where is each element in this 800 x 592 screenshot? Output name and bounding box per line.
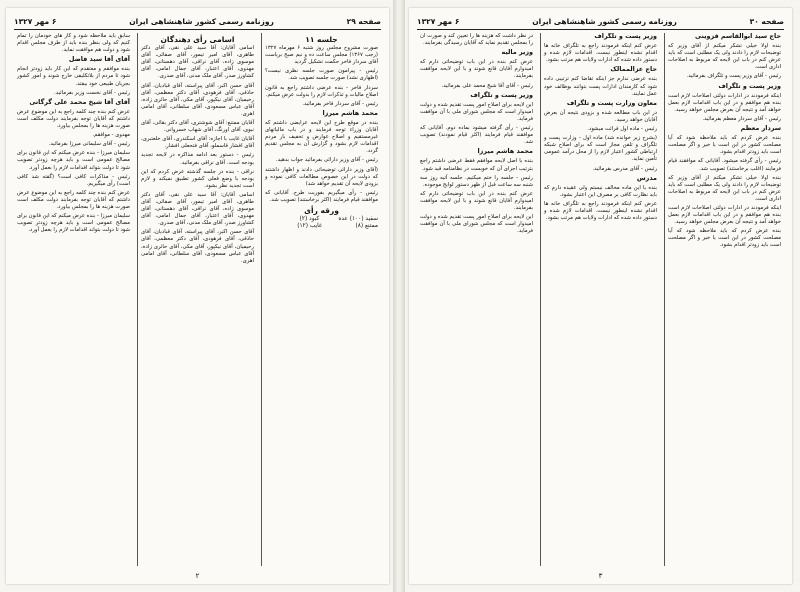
right-page-number-header: صفحه ۳۰ — [749, 16, 784, 26]
book-gutter — [393, 0, 405, 592]
right-page-date: ۶ مهر ۱۳۲۷ — [417, 16, 460, 26]
right-page-column-2 — [540, 33, 660, 566]
paragraph: (بشرح زیر خوانده شد) ماده اول - وزارت پست و تلگراف و تلفن مجاز است که برای اصلاح شبکه ارتباطی کشور اعتبار لازم را از محل درآمد عمومی تأمین نماید. — [544, 135, 657, 163]
speaker-name: مدرس — [636, 173, 657, 182]
paragraph: رئیس - آقای وزیر پست و تلگراف بفرمائید. — [686, 73, 781, 80]
paragraph: رئیس - پیرامون صورت جلسه نظری نیست؟ (اظهاری نشد) صورت جلسه تصویب شد. — [265, 68, 378, 82]
paragraph: رئیس - آقای نخست وزیر بفرمائید. — [54, 89, 130, 96]
vote-tally — [265, 216, 378, 230]
left-page-column-2 — [137, 33, 257, 566]
paragraph: بنده اولا خیلی تشکر میکنم از آقای وزیر که توضیحات لازم را دادند ولی یک مطلبی است که باید عرض کنم در باب این لایحه که مربوط به اصلاحات اداری است. — [668, 43, 781, 71]
left-page-footer-number: ۲ — [195, 572, 200, 580]
section-title: اسامی رأی دهندگان — [160, 35, 235, 44]
left-page-number-header: صفحه ۲۹ — [346, 16, 381, 26]
session-intro: صورت مشروح مجلس روز شنبه ۶ مهرماه ۱۳۲۷ (رجب ۱۳۶۷) مجلس ساعت ده و نیم صبح بریاست آقای سردار فاخر حکمت تشکیل گردید — [265, 45, 378, 66]
paragraph: نراقی - بنده در جلسه گذشته عرض کردم که این بودجه با وضع فعلی کشور تطبیق نمیکند و لازم است تجدید نظر بشود. — [141, 168, 254, 189]
paragraph: (آقای وزیر دارائی توضیحاتی دادند و اظهار داشتند که دولت در این خصوص مطالعات کافی نموده و بزودی لایحه آن تقدیم خواهد شد) — [265, 166, 378, 187]
paragraph: رئیس - آقای سردار فاخر بفرمائید. — [302, 100, 378, 107]
paragraph: این لایحه برای اصلاح امور پست تقدیم شده و دولت امیدوار است که مجلس شورای ملی با آن موافقت فرماید. — [420, 214, 533, 235]
paragraph: سابق باید ملاحظه شود و کار های خودمان را تمام کنیم که ولی بنظر بنده باید از طرف مجلس اقدام شود و دولت هم موافقت نماید. — [17, 33, 130, 54]
left-page-header — [14, 14, 381, 28]
right-page-column-1 — [664, 33, 784, 566]
paragraph: بنده عرضی ندارم جز اینکه تقاضا کنم ترتیبی داده شود که کارمندان ادارات پست بتوانند بوظائف خود عمل نمایند. — [544, 76, 657, 97]
paragraph: عرض کنم اینکه فرمودند راجع به تلگراف خانه ها اقدام نشده اینطور نیست. اقدامات لازم شده و دستور داده شده که ادارات ولایات هم مرتب بشود. — [544, 200, 657, 222]
paragraph: بنده اولا خیلی تشکر میکنم از آقای وزیر که توضیحات لازم را دادند ولی یک مطلبی است که باید عرض کنم در باب این لایحه که مربوط به اصلاحات اداری است. — [668, 174, 781, 202]
paragraph: اینکه فرمودند در ادارات دولتی اصلاحات لازم است بنده هم موافقم و در این باب اقدامات لازم بعمل خواهد آمد و نتیجه آن بعرض مجلس خواهد رسید. — [668, 92, 781, 113]
paragraph: عرض کنم اینکه فرمودند راجع به تلگراف خانه ها اقدام نشده اینطور نیست. اقدامات لازم شده و دستور داده شده که ادارات ولایات هم مرتب بشود. — [544, 43, 657, 64]
session-title: جلسه ۱۱ — [305, 35, 338, 44]
paragraph: رئیس - آقای آقا شیخ محمد علی بفرمائید. — [441, 82, 533, 89]
paragraph: بنده با این ماده مخالف نیستم ولی عقیده دارم که باید نظارت کافی بر مصرف این اعتبار بشود. — [544, 184, 657, 198]
paragraph: بنده در موقع طرح این لایحه عرایضی داشتم که آقایان وزراء توجه فرمایند و در باب مالیاتهای غیرمستقیم و اصلاح عوارض و تخفیف بار مردم اقدامات لازم بشود و گزارش آن به مجلس تقدیم گردد. — [265, 119, 378, 155]
paragraph: رئیس - رأی گرفته میشود بماده دوم. آقایانی که موافقند قیام فرمایند (اکثر قیام نمودند) تصویب شد. — [420, 125, 533, 146]
speaker-name: آقای آقا سید فاضل — [68, 55, 130, 64]
paragraph: عرض کنم بنده چند کلمه راجع به این موضوع عرض داشتم که آقایان توجه بفرمایند دولت مکلف است صورت هزینه ها را بمجلس بیاورد. — [17, 189, 130, 210]
header-rule — [417, 29, 784, 30]
left-page-masthead: روزنامه رسمی کشور شاهنشاهی ایران — [129, 16, 274, 26]
right-page-masthead: روزنامه رسمی کشور شاهنشاهی ایران — [532, 16, 677, 26]
paragraph: اسامی آقایان: آقا سید علی نقی، آقای دکتر طاهری، آقای امیر تیمور، آقای صفائی، آقای موسوی زاده، آقای نراقی، آقای دهستانی، آقای مهدوی، آقای اعتبار، آقای جمال امامی، آقای کشاورز صدر، آقای ملک مدنی، آقای صدری. — [141, 45, 254, 80]
left-page-column-1 — [261, 33, 381, 566]
vote-item: سفید (۱۰۰) عده — [338, 216, 378, 223]
paragraph: بنده موافقم و معتقدم که این کار باید زودتر انجام شود تا مردم از بلاتکلیفی خارج شوند و امور کشور بجریان طبیعی خود بیفتد. — [17, 66, 130, 87]
paragraph: رئیس - ماده اول قرائت میشود. — [587, 126, 657, 133]
left-page-column-3 — [14, 33, 133, 566]
paragraph: بنده عرض کردم که باید ملاحظه شود که آیا مصلحت کشور در این است یا خیر و اگر مصلحت است باید زودتر اقدام بشود. — [668, 228, 781, 249]
paragraph: رئیس - جلسه را ختم میکنیم. جلسه آتیه روز سه شنبه سه ساعت قبل از ظهر دستور لوایح موجوده. — [420, 174, 533, 188]
speaker-name: وزیر پست و تلگراف — [470, 90, 533, 99]
paragraph: بنده با اصل لایحه موافقم فقط عرضی داشتم راجع بترتیب اجرای آن که خوبست در نظامنامه قید شود. — [420, 158, 533, 172]
paragraph: عرض کنم بنده در این باب توضیحاتی دارم که امیدوارم آقایان قانع شوند و با این لایحه موافقت بفرمایند. — [420, 190, 533, 211]
right-page-columns — [417, 33, 784, 566]
paragraph: آقای حسن اکبر، آقای پیراسته، آقای قبادیان، آقای حاذقی، آقای فرهودی، آقای دکتر معظمی، آقای رحیمیان، آقای نیکپور، آقای مکی، آقای حائری زاده، آقای عباس مسعودی، آقای سلطانی، آقای امامی اهری. — [141, 82, 254, 117]
paragraph: عرض کنم بنده در این باب توضیحاتی دارم که امیدوارم آقایان قانع شوند و با این لایحه موافقت بفرمایند. — [420, 59, 533, 80]
paragraph: رئیس - آقای سلیمانی میرزا بفرمائید. — [48, 141, 130, 148]
speaker-name: سردار معظم — [740, 124, 781, 133]
vote-item: ممتنع (۸) — [355, 223, 378, 230]
left-page — [6, 8, 389, 584]
paragraph: در این باب مطالعه شده و بزودی نتیجه آن بعرض آقایان خواهد رسید. — [544, 109, 657, 123]
speaker-name: وزیر مالیه — [501, 48, 533, 57]
right-page-column-3 — [417, 33, 536, 566]
paragraph: این لایحه برای اصلاح امور پست تقدیم شده و دولت امیدوار است که مجلس شورای ملی با آن موافقت فرماید. — [420, 101, 533, 122]
paragraph: اسامی آقایان: آقا سید علی نقی، آقای دکتر طاهری، آقای امیر تیمور، آقای صفائی، آقای موسوی زاده، آقای نراقی، آقای دهستانی، آقای مهدوی، آقای اعتبار، آقای جمال امامی، آقای کشاورز صدر، آقای ملک مدنی، آقای صدری. — [141, 191, 254, 227]
paragraph: آقایان غایب با اجازه: آقای اسکندری، آقای خلعتبری، آقای افشار قاسملو، آقای فتحعلی افشار. — [141, 136, 254, 150]
speaker-name: وزیر پست و تلگراف — [718, 81, 781, 90]
paragraph: رئیس - رأی میگیریم بفوریت طرح. آقایانی که موافقند قیام فرمایند (اکثر برخاستند) تصویب شد. — [265, 189, 378, 203]
left-page-date: ۶ مهر ۱۳۲۷ — [14, 16, 57, 26]
speaker-name: محمد هاشم میرزا — [477, 147, 533, 156]
speaker-name: حاج سید ابوالقاسم قزوینی — [695, 33, 781, 40]
speaker-name: آقای آقا شیخ محمد علی گرگانی — [29, 97, 130, 106]
speaker-name: حاج عزالممالک — [610, 65, 657, 74]
paragraph: رئیس - آقای وزیر دارائی بفرمائید جواب بدهید. — [275, 157, 378, 164]
paragraph: رئیس - رأی گرفته میشود. آقایانی که موافقند قیام فرمایند (اغلب برخاستند) تصویب شد. — [668, 158, 781, 172]
paragraph: رئیس - آقای مدرس بفرمائید. — [592, 165, 657, 172]
speaker-name: محمد هاشم میرزا — [322, 108, 378, 117]
paragraph: سردار فاخر - بنده عرضی داشتم راجع به قانون اصلاح مالیات و تذکرات لازم را بدولت عرض میکنم. — [265, 84, 378, 98]
paragraph: رئیس - دستور بعد ادامه مذاکره در لایحه تجدید بودجه است. آقای نراقی بفرمائید. — [141, 152, 254, 166]
speaker-name: معاون وزارت پست و تلگراف — [566, 98, 657, 107]
paragraph: رئیس - آقای سردار معظم بفرمائید. — [702, 115, 781, 122]
paragraph: اینکه فرمودند در ادارات دولتی اصلاحات لازم است بنده هم موافقم و در این باب اقدامات لازم بعمل خواهد آمد و نتیجه آن بعرض مجلس خواهد رسید. — [668, 204, 781, 226]
left-page-columns — [14, 33, 381, 566]
paragraph: بنده عرض کردم که باید ملاحظه شود که آیا مصلحت کشور در این است یا خیر و اگر مصلحت است باید زودتر اقدام بشود. — [668, 135, 781, 156]
paragraph: در نظر داشت که هزینه ها را تعیین کند و صورت آن را بمجلس تقدیم نماید که آقایان رسیدگی بفرمایند. — [420, 33, 533, 47]
header-rule — [14, 29, 381, 30]
paragraph: رئیس - مذاکرات کافی است؟ (گفته شد کافی است) رأی میگیریم. — [17, 173, 130, 187]
paragraph: آقایان ممتنع: آقای شوشتری، آقای دکتر بقائی، آقای نبوی، آقای اورنگ، آقای شهاب خسروانی. — [141, 120, 254, 134]
paragraph: آقای حسن اکبر، آقای پیراسته، آقای قبادیان، آقای حاذقی، آقای فرهودی، آقای دکتر معظمی، آقای رحیمیان، آقای نیکپور، آقای مکی، آقای حائری زاده، آقای عباس مسعودی، آقای سلطانی، آقای امامی اهری. — [141, 229, 254, 264]
vote-item: کبود (۲) — [299, 216, 320, 223]
right-page-footer-number: ۳ — [598, 572, 603, 580]
speaker-name: وزیر پست و تلگراف — [594, 33, 657, 40]
right-page-header — [417, 14, 784, 28]
vote-title: ورقه رأی — [304, 205, 339, 215]
paragraph: سلیمان میرزا - بنده عرض میکنم که این قانون برای مصالح عمومی است و باید هرچه زودتر تصویب شود تا دولت بتواند اقدامات لازم را بعمل آورد. — [16, 213, 130, 234]
paragraph: مهدوی - موافقم. — [92, 132, 130, 139]
right-page — [409, 8, 792, 584]
paragraph: عرض کنم بنده چند کلمه راجع به این موضوع عرض داشتم که آقایان توجه بفرمایند دولت مکلف است صورت هزینه ها را بمجلس بیاورد. — [17, 108, 130, 130]
paragraph: سلیمان میرزا - بنده عرض میکنم که این قانون برای مصالح عمومی است و باید هرچه زودتر تصویب شود تا دولت بتواند اقدامات لازم را بعمل آورد. — [16, 150, 130, 171]
vote-item: غایب (۱۲) — [297, 223, 322, 230]
